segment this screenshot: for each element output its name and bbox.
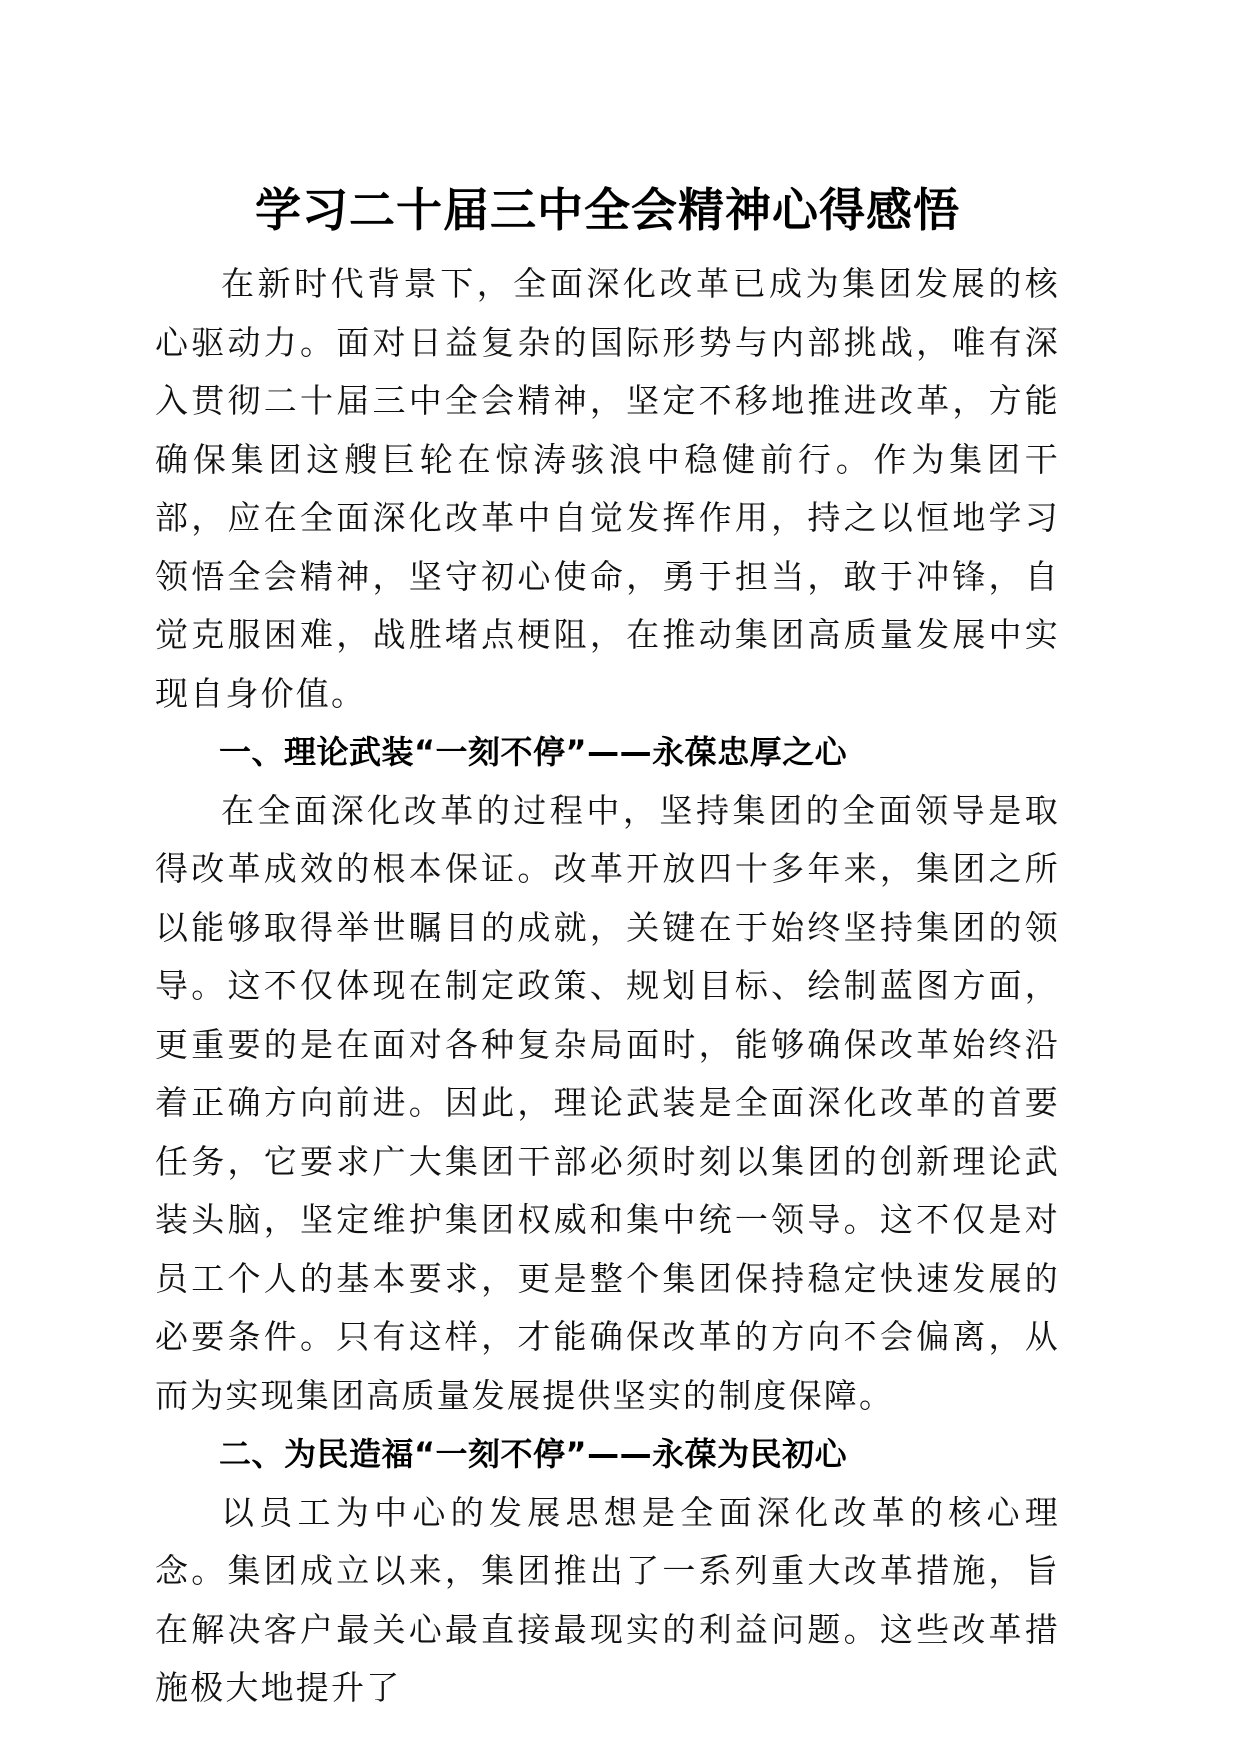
- section-2-paragraph: 以员工为中心的发展思想是全面深化改革的核心理念。集团成立以来，集团推出了一系列重大改革措施，旨在解决客户最关心最直接最现实的利益问题。这些改革措施极大地提升了: [155, 1492, 1060, 1707]
- intro-paragraph: 在新时代背景下，全面深化改革已成为集团发展的核心驱动力。面对日益复杂的国际形势与内部挑战，唯有深入贯彻二十届三中全会精神，坚定不移地推进改革，方能确保集团这艘巨轮在惊涛骇浪中稳健前行。作为集团干部，应在全面深化改革中自觉发挥作用，持之以恒地学习领悟全会精神，坚守初心使命，勇于担当，敢于冲锋，自觉克服困难，战胜堵点梗阻，在推动集团高质量发展中实现自身价值。: [155, 264, 1060, 713]
- section-1-heading: 一、理论武装“一刻不停”——永葆忠厚之心: [219, 733, 848, 771]
- document-title: 学习二十届三中全会精神心得感悟: [255, 183, 960, 237]
- section-1-paragraph: 在全面深化改革的过程中，坚持集团的全面领导是取得改革成效的根本保证。改革开放四十多年来，集团之所以能够取得举世瞩目的成就，关键在于始终坚持集团的领导。这不仅体现在制定政策、规划目标、绘制蓝图方面，更重要的是在面对各种复杂局面时，能够确保改革始终沿着正确方向前进。因此，理论武装是全面深化改革的首要任务，它要求广大集团干部必须时刻以集团的创新理论武装头脑，坚定维护集团权威和集中统一领导。这不仅是对员工个人的基本要求，更是整个集团保持稳定快速发展的必要条件。只有这样，才能确保改革的方向不会偏离，从而为实现集团高质量发展提供坚实的制度保障。: [155, 790, 1060, 1415]
- document-page: [155, 175, 1060, 1718]
- section-2-heading: 二、为民造福“一刻不停”——永葆为民初心: [219, 1435, 848, 1473]
